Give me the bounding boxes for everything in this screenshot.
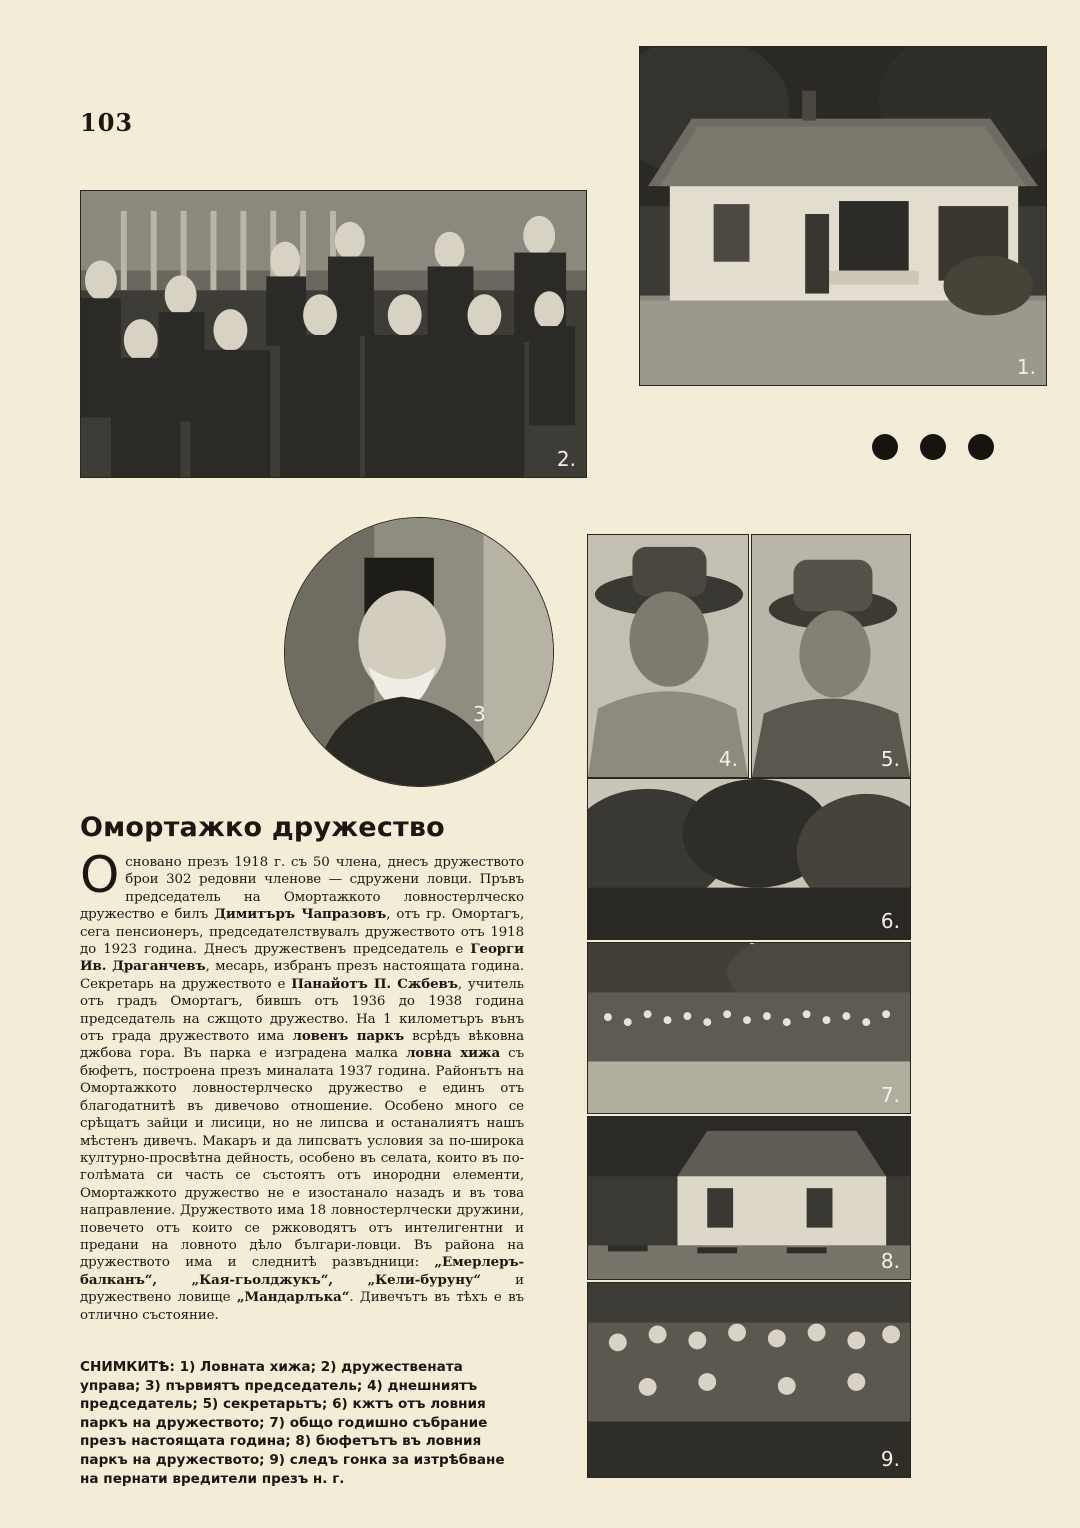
photo-annual-meeting [587, 942, 911, 1114]
article-text: . Дивечътъ въ тѣхъ е въ отлично състояние. [80, 1290, 524, 1323]
article-term-bold: ловна хижа [406, 1045, 501, 1062]
buffet-image [588, 1117, 910, 1279]
first-chairman-portrait [285, 518, 553, 786]
page-number: 103 [80, 108, 134, 137]
article-term-bold: „Емерлеръ-балканъ“, „Кая-гьолджукъ“, „Кели-буруну“ [80, 1254, 524, 1288]
article-name-bold: Панайотъ П. Сжбевъ [291, 975, 458, 992]
photo-number: 1. [1016, 355, 1036, 379]
article-text: и дружествено ловище [80, 1272, 524, 1306]
photo-current-chairman [587, 534, 749, 778]
photo-first-chairman [284, 517, 554, 787]
photo-society-board [80, 190, 587, 478]
photo-secretary [751, 534, 911, 778]
article-text: , месарь, избранъ презъ настоящата година. Секретарь на дружеството е [80, 959, 524, 992]
dot-icon [920, 434, 946, 460]
after-hunt-image [588, 1283, 910, 1477]
current-chairman-portrait [588, 535, 748, 777]
photo-number: 8. [880, 1249, 900, 1273]
photo-number: 5. [880, 747, 900, 771]
article-text: съ бюфетъ, построена презъ миналата 1937 година. Районътъ на Омортажкото ловностерлческо дружество е единъ отъ благодатнитѣ въ дивечово отношение. Особено много се срѣщатъ зайци и лисици, но не липсва и останалиятъ нашъ мѣстенъ дивечъ. Макаръ и да липсватъ условия за по-широка културно-просвѣтна дейность, особено въ селата, които въ по-голѣмата си часть се състоятъ отъ инородни елементи, Омортажкото дружество не е изостанало назадъ и въ това направление. Дружеството има 18 ловностерлчески дружини, повечето отъ които се ржководятъ отъ интелигентни и предани на ловното дѣло българи-ловци. Въ района на дружеството има и следнитѣ развъдници: [80, 1046, 524, 1271]
photo-number: 3 [473, 702, 486, 726]
drop-cap: О [80, 846, 120, 904]
article-text: сновано презъ 1918 г. съ 50 члена, днесъ дружеството брои 302 редовни членове — сдружени ловци. Пръвъ председатель на Омортажкото ловностерлческо дружество е билъ [80, 855, 524, 923]
article-name-bold: Георги Ив. Драганчевъ [80, 941, 524, 975]
article-term-bold: ловенъ паркъ [292, 1028, 405, 1045]
photo-number: 4. [718, 747, 738, 771]
article-text: всрѣдъ вѣковна джбова гора. Въ парка е изградена малка [80, 1029, 524, 1062]
dot-icon [968, 434, 994, 460]
article-name-bold: Димитъръ Чапразовъ [214, 906, 387, 923]
photo-hunting-lodge [639, 46, 1047, 386]
photo-hunting-park-corner [587, 778, 911, 940]
photo-number: 7. [880, 1083, 900, 1107]
dot-icon [872, 434, 898, 460]
secretary-portrait [752, 535, 910, 777]
annual-meeting-image [588, 943, 910, 1113]
photo-buffet [587, 1116, 911, 1280]
article-text: , отъ гр. Омортагъ, сега пенсионеръ, председателствувалъ дружеството отъ 1918 до 1923 година. Днесъ дружественъ председатель е [80, 907, 525, 958]
decorative-dots [872, 434, 996, 462]
article-text: , учитель отъ градъ Омортагъ, бившъ отъ 1936 до 1938 година председатель на сжщото дружество. На 1 километъръ вънъ отъ града дружеството има [80, 976, 524, 1045]
photo-after-hunt [587, 1282, 911, 1478]
article-body [80, 846, 525, 1324]
article-title: Омортажко дружество [80, 812, 445, 843]
society-board-image [81, 191, 586, 477]
photo-number: 2. [556, 447, 576, 471]
article-term-bold: „Мандарлъка“ [236, 1289, 350, 1306]
hunting-park-corner-image [588, 779, 910, 939]
photo-number: 6. [880, 909, 900, 933]
photo-number: 9. [880, 1447, 900, 1471]
photo-captions: СНИМКИТѢ: 1) Ловната хижа; 2) дружествената управа; 3) първиятъ председатель; 4) днешниятъ председатель; 5) секретарьтъ; 6) кжтъ отъ ловния паркъ на дружеството; 7) общо годишно събрание презъ настоящата година; 8) бюфетътъ въ ловния паркъ на дружеството; 9) следъ гонка за изтрѣбване на пернати вредители презъ н. г. [80, 1359, 505, 1487]
hunting-lodge-image [640, 47, 1046, 385]
